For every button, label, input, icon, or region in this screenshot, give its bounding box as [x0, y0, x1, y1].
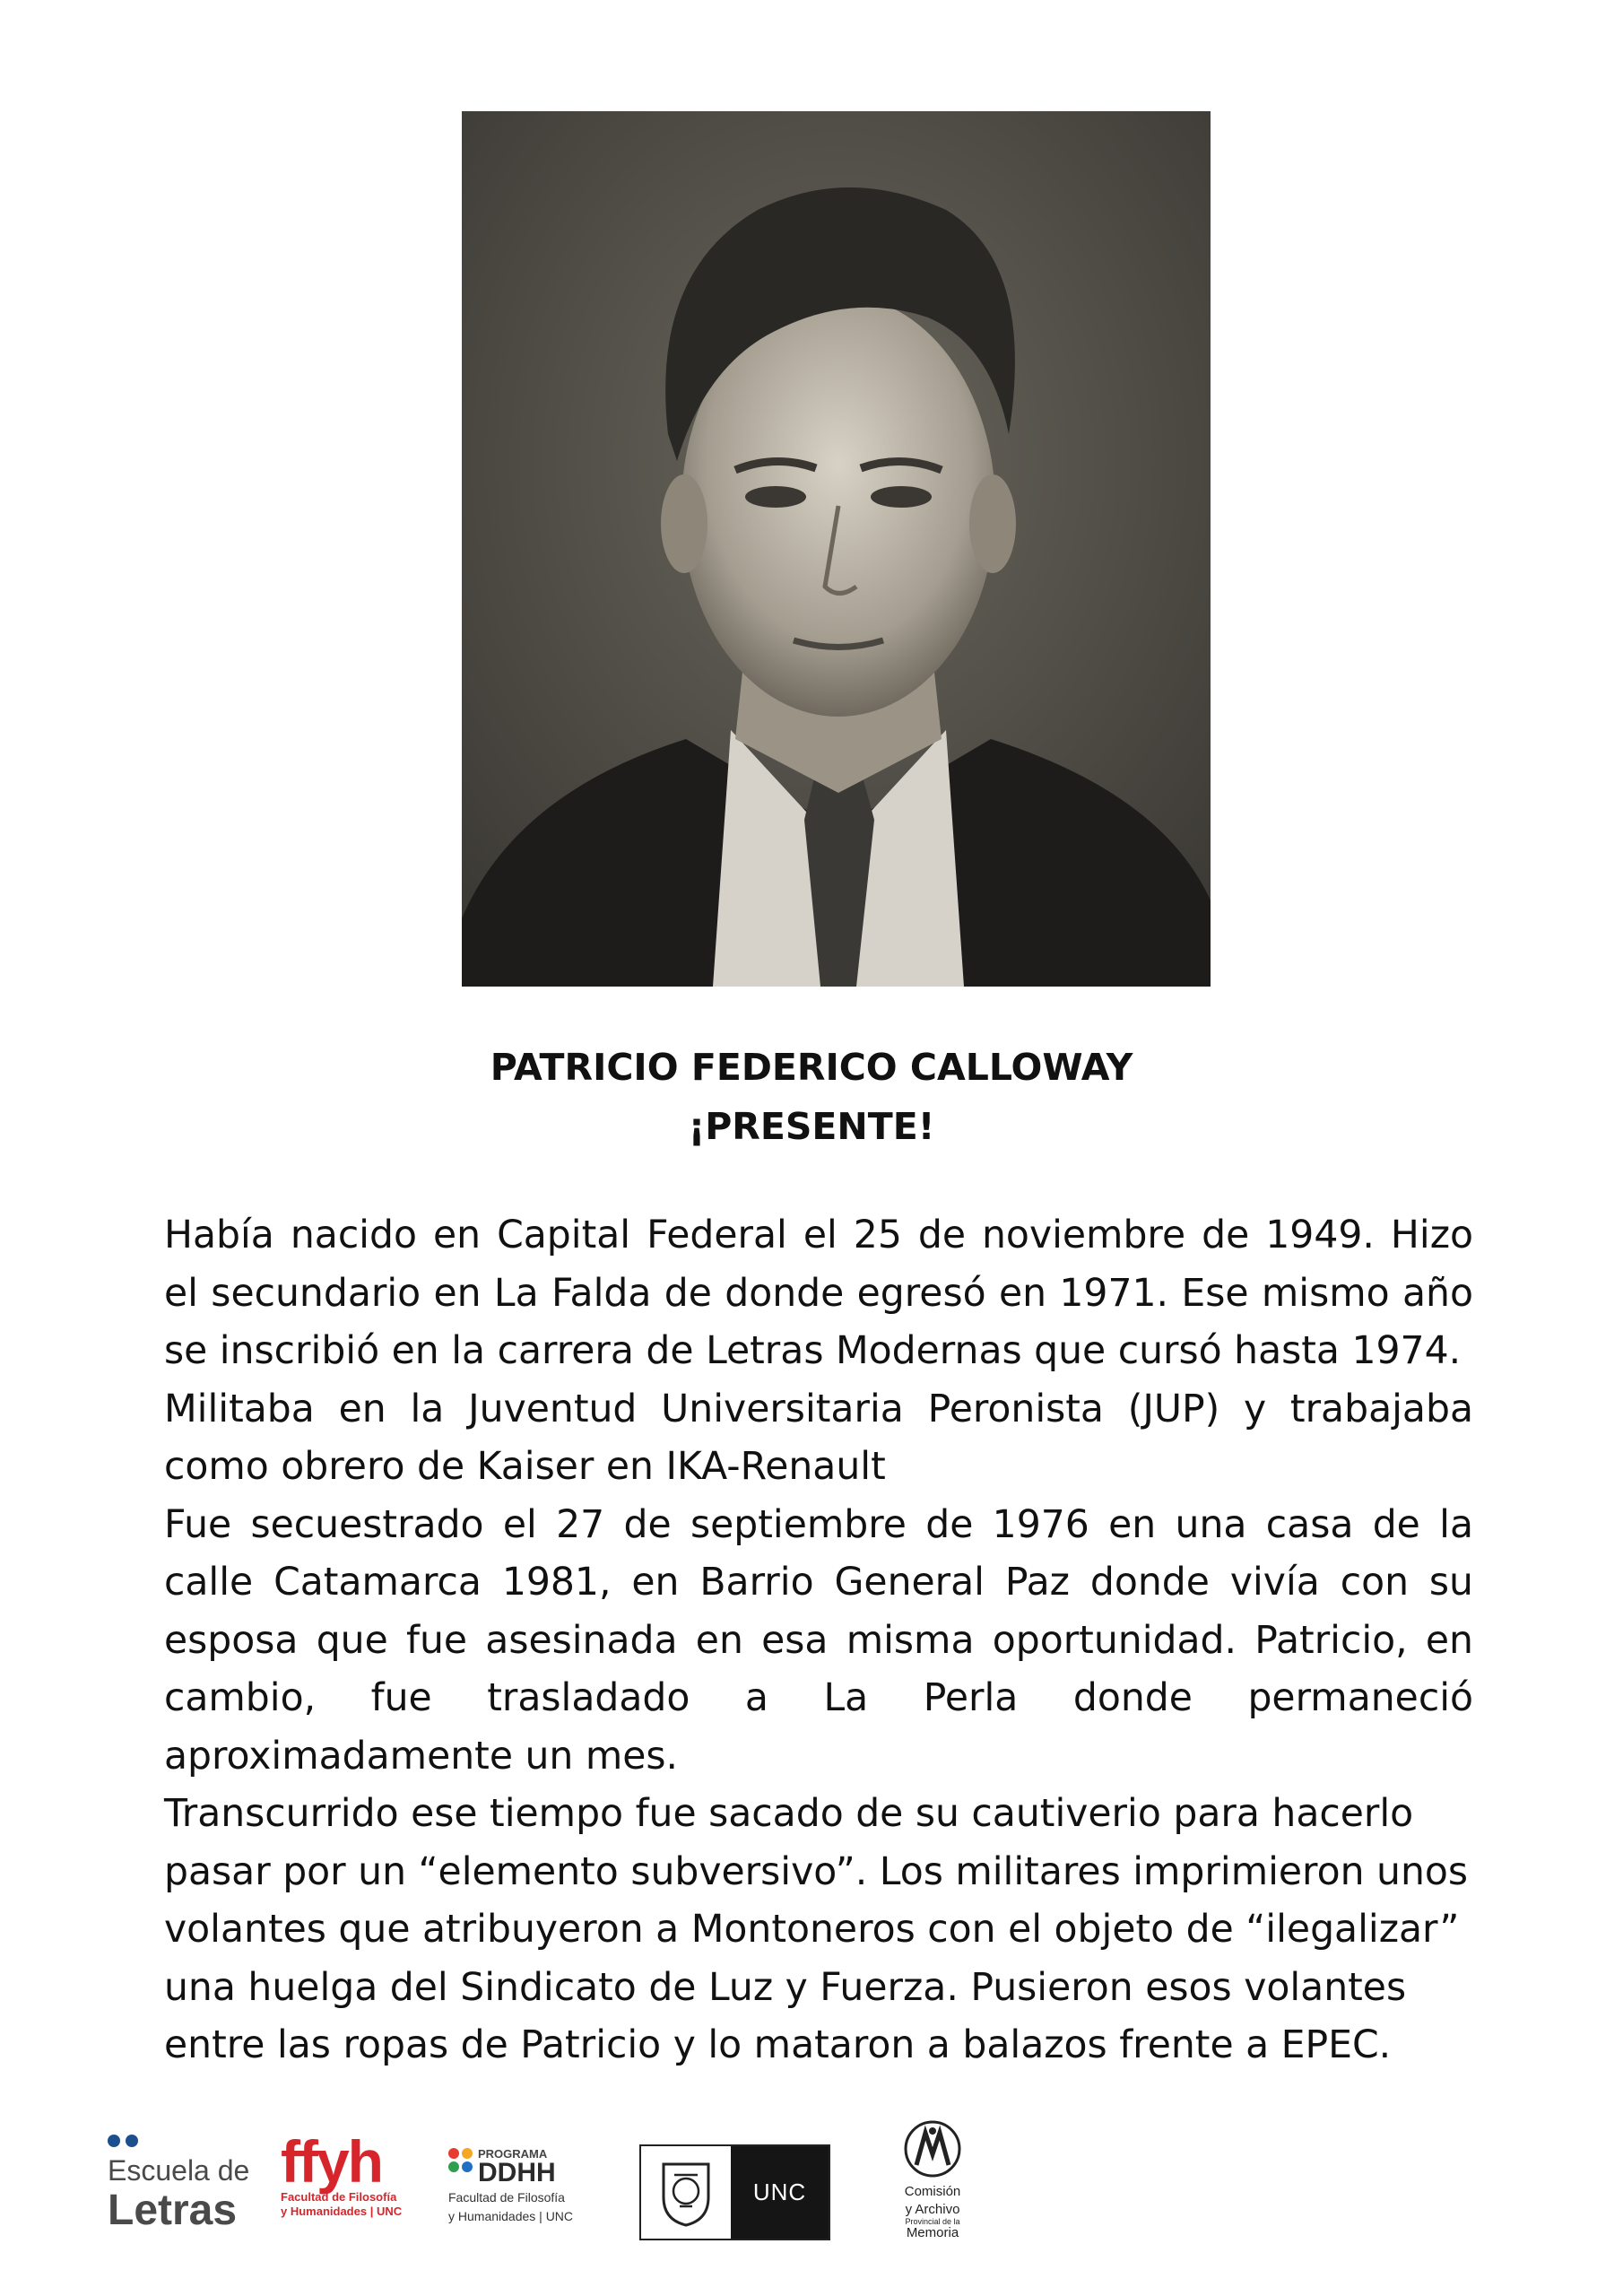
- escuela-logo-line1: Escuela de: [108, 2154, 250, 2187]
- unc-logo: [639, 2144, 830, 2240]
- unc-seal-icon: [641, 2146, 731, 2239]
- escuela-logo-line2: Letras: [108, 2187, 238, 2234]
- biography-text: [164, 1207, 1473, 2075]
- footer-logos: [0, 2099, 1623, 2278]
- ddhh-dots-icon: [448, 2148, 473, 2172]
- bio-paragraph: Fue secuestrado el 27 de septiembre de 1976 en una casa de la calle Catamarca 1981, en Barrio General Paz donde vivía con su esposa que fue asesinada en esa misma oportunidad. Patricio, en cambio, fue trasladado a La Perla donde permaneció aproximadamente un mes.: [164, 1502, 1473, 1779]
- bio-paragraph: Militaba en la Juventud Universitaria Peronista (JUP) y trabajaba como obrero de Kaiser en IKA-Renault: [164, 1387, 1473, 1489]
- portrait-image: [462, 111, 1211, 987]
- ffyh-logo-line1: Facultad de Filosofía: [281, 2190, 397, 2204]
- escuela-dots-icon: [108, 2135, 251, 2147]
- ffyh-logo-mark: ffyh: [281, 2128, 382, 2195]
- memoria-emblem-icon: [904, 2120, 961, 2178]
- memoria-line3: Provincial de la: [905, 2217, 960, 2226]
- escuela-de-letras-logo: [108, 2135, 251, 2235]
- memoria-line1: Comisión: [904, 2184, 961, 2199]
- unc-label: UNC: [731, 2146, 829, 2239]
- bio-paragraph: Transcurrido ese tiempo fue sacado de su cautiverio para hacerlo pasar por un “elemento subversivo”. Los militares imprimieron unos volantes que atribuyeron a Montoneros con el objeto de “ilegalizar” una huelga del Sindicato de Luz y Fuerza. Pusieron esos volantes entre las ropas de Patricio y lo mataron a balazos frente a EPEC.: [164, 1792, 1469, 2067]
- ddhh-logo-line1: Facultad de Filosofía: [448, 2190, 565, 2205]
- ffyh-logo: [281, 2128, 415, 2219]
- presente-heading: ¡PRESENTE!: [688, 1105, 935, 1148]
- person-name: PATRICIO FEDERICO CALLOWAY: [490, 1046, 1133, 1089]
- ffyh-logo-line2: y Humanidades | UNC: [281, 2205, 403, 2218]
- bio-paragraph: Había nacido en Capital Federal el 25 de noviembre de 1949. Hizo el secundario en La Falda de donde egresó en 1971. Ese mismo año se inscribió en la carrera de Letras Modernas que cursó hasta 1974.: [164, 1213, 1473, 1373]
- memoria-line4: Memoria: [906, 2225, 959, 2240]
- ddhh-logo-mark: DDHH: [478, 2158, 556, 2187]
- portrait-photo: [462, 111, 1211, 987]
- memoria-line2: y Archivo: [905, 2202, 960, 2217]
- programa-ddhh-logo: [448, 2148, 601, 2224]
- ddhh-logo-line2: y Humanidades | UNC: [448, 2209, 574, 2223]
- ddhh-programa-label: PROGRAMA: [478, 2147, 548, 2161]
- comision-memoria-logo: [883, 2120, 982, 2240]
